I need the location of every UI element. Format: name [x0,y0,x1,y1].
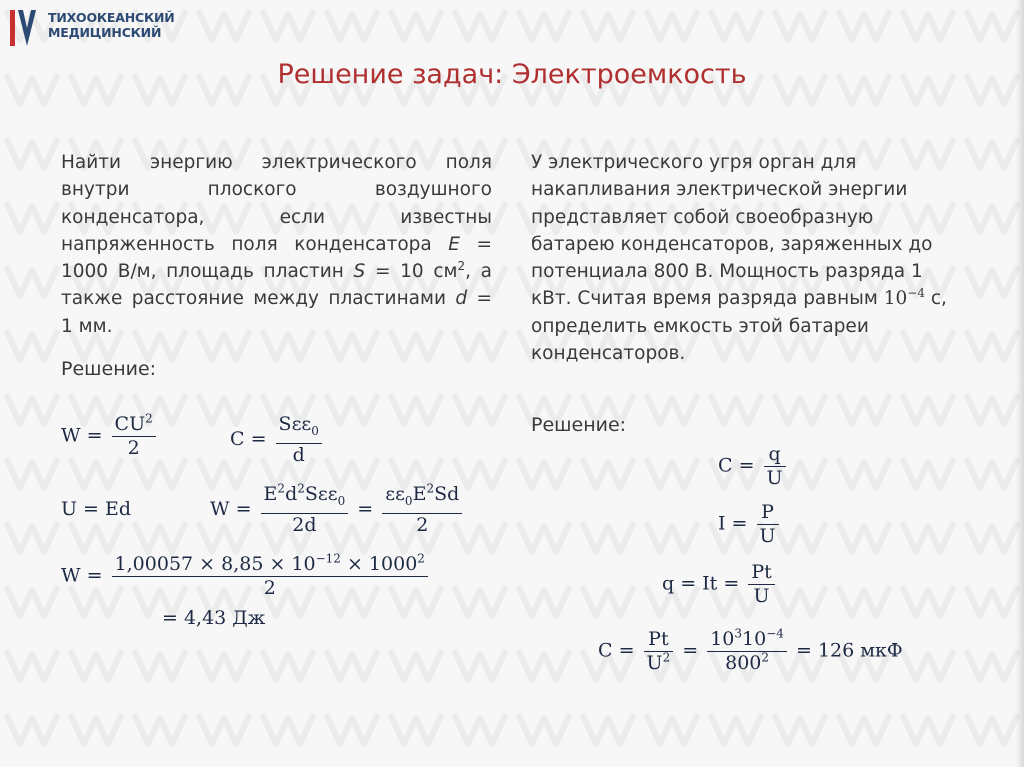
numerator [112,553,428,577]
subscript: 0 [404,493,413,508]
formula-c-result [598,628,903,675]
formula-c-capacitance [230,413,325,467]
fraction [764,443,786,490]
superscript: 2 [426,481,435,496]
superscript: 2 [417,551,425,566]
t: 10 [710,628,735,650]
numerator [707,628,787,652]
superscript: 2 [761,650,770,665]
denominator: d [292,443,305,466]
right-solution-label: Решение: [531,414,627,436]
denominator: 2 [416,513,429,536]
t: 800 [725,652,762,674]
denominator: U [759,525,776,547]
numerator: P [757,501,779,525]
denominator [644,652,674,675]
num-text: Sεε [278,413,312,435]
superscript: 2 [297,481,305,496]
left-problem-part: , а также расстояние между пластинами [61,261,492,310]
left-problem-text [61,149,492,340]
var-d: d [455,288,468,310]
left-solution-label: Решение: [61,358,157,380]
formula-lhs: C = [230,427,267,450]
superscript: 2 [277,481,286,496]
denominator: 2 [263,577,276,599]
num-text: CU [114,413,146,435]
numerator: q [764,443,786,467]
formula-q-it [662,561,778,608]
left-problem-part: = 1000 В/м, площадь пластин [61,233,493,283]
fraction [112,413,156,460]
left-problem-part: = 10 см [365,261,458,283]
var-s: S [353,261,366,283]
logo-mark-icon [8,6,42,50]
t: d [285,483,298,505]
subscript: 0 [337,493,346,508]
t: 10 [742,628,767,650]
numerator [261,483,349,514]
fraction [261,483,349,537]
formula-lhs: C = [598,639,635,662]
numerator [382,483,462,514]
fraction [644,628,674,675]
fraction [757,501,779,548]
superscript: 3 [734,626,743,641]
left-problem-part: = 1 мм. [61,288,493,337]
denominator: U [753,585,770,607]
denominator: 2d [292,513,317,536]
superscript: −12 [315,551,341,566]
formula-i-p-u [718,501,782,548]
subscript: 0 [311,423,319,438]
formula-w-expanded [210,483,465,537]
numerator [112,413,156,437]
numerator: Pt [644,628,674,652]
equals: = [357,497,374,520]
t: E [263,483,278,505]
formula-w-numeric [61,553,431,600]
formula-result: = 4,43 Дж [162,607,266,629]
equals: = [682,639,699,662]
right-problem-part: У электрического угря орган для накапливания электрической энергии представляет собой своеобразную батарею конденсаторов, заряженных до потенциала 800 В. Мощность разряда 1 кВт. Считая время разряда равным [531,152,933,310]
right-edge-shadow [1016,0,1024,767]
formula-lhs: q = It = [662,572,740,595]
t: 10 [883,288,908,310]
superscript: −4 [766,626,784,641]
numerator: Pt [748,561,774,585]
superscript: 2 [457,259,466,274]
formula-u-ed: U = Ed [61,498,132,520]
formula-w-cu2 [61,413,159,460]
result: = 126 мкФ [795,639,903,662]
logo-line-1: ТИХООКЕАНСКИЙ [48,10,175,25]
t: E [412,483,427,505]
t: × 1000 [340,553,418,575]
fraction [748,561,774,608]
t: U [646,652,663,674]
left-problem-part: Найти энергию электрического поля внутри плоского воздушного конденсатора, если известны напряженность поля конденсатора [61,152,492,255]
fraction [382,483,462,537]
t: Sεε [304,483,338,505]
formula-lhs: W = [61,564,103,587]
right-problem-part: с, определить емкость этой батареи конденсаторов. [531,288,947,365]
formula-lhs: W = [61,424,103,447]
superscript: −4 [907,286,925,301]
formula-lhs: C = [718,454,755,477]
denominator: U [766,467,783,489]
page-title: Решение задач: Электроемкость [277,59,747,90]
logo-line-2: МЕДИЦИНСКИЙ [48,24,162,40]
fraction [276,413,322,467]
superscript: 2 [662,650,671,665]
var-e: E [448,233,460,255]
right-problem-text [531,149,961,367]
fraction [707,628,787,675]
time-value [884,288,925,309]
formula-c-q-u [718,443,789,490]
fraction [112,553,428,600]
superscript: 2 [145,411,153,426]
logo-text [48,11,174,40]
t: εε [385,483,405,505]
formula-lhs: W = [210,497,252,520]
logo [8,6,175,50]
denominator: 2 [127,437,140,459]
t: Sd [434,483,460,505]
t: 1,00057 × 8,85 × 10 [114,553,316,575]
formula-lhs: I = [718,512,748,535]
denominator [707,652,787,675]
numerator [276,413,322,444]
